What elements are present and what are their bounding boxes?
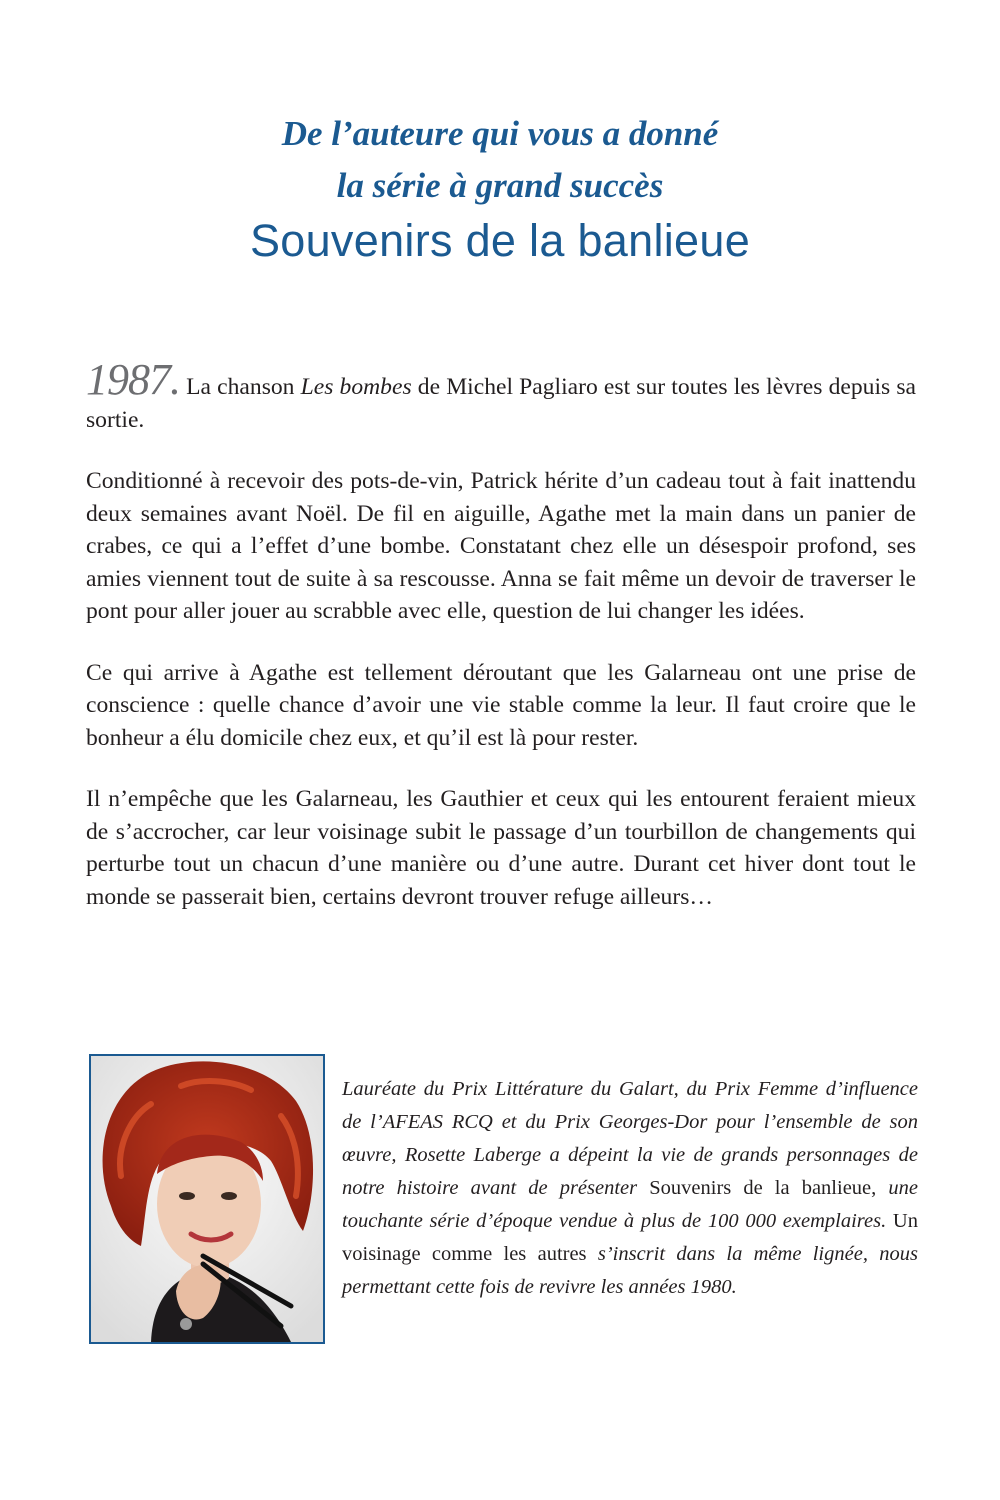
author-bio [342, 1073, 918, 1304]
synopsis-paragraph-1 [86, 355, 916, 436]
bio-part-1: Lauréate du Prix Littérature du Galart, du Prix Femme d’influence de l’AFEAS RCQ et du Prix Georges-Dor pour l’ensemble de son œuvre, Rosette Laberge a dépeint la vie de grands personnages de notre histoire avant de présenter [342, 1078, 918, 1199]
series-title: Souvenirs de la banlieue [249, 215, 751, 266]
bio-series-title: Souvenirs de la banlieue, [649, 1177, 877, 1199]
year-drop: 1987. [86, 355, 180, 404]
author-photo [89, 1054, 325, 1344]
synopsis-paragraph-3: Ce qui arrive à Agathe est tellement déroutant que les Galarneau ont une prise de conscience : quelle chance d’avoir une vie stable comme la leur. Il faut croire que le bonheur a élu domicile chez eux, et qu’il est là pour rester. [86, 659, 916, 751]
header-line-1: De l’auteure qui vous a donné [281, 114, 719, 153]
synopsis-p1-text-b: de Michel Pagliaro est sur toutes les lèvres depuis sa sortie. [86, 374, 916, 433]
synopsis-paragraph-4: Il n’empêche que les Galarneau, les Gauthier et ceux qui les entourent feraient mieux de s’accrocher, car leur voisinage subit le passage d’un tourbillon de changements qui perturbe tout un chacun d’une manière ou d’une autre. Durant cet hiver dont tout le monde se passerait bien, certains devront trouver refuge ailleurs… [86, 786, 916, 910]
synopsis [86, 355, 916, 942]
bio-part-3: une touchante série d’époque vendue à plus de 100 000 exemplaires. [342, 1177, 918, 1232]
synopsis-p1-text-a: La chanson [180, 374, 301, 400]
synopsis-paragraph-2: Conditionné à recevoir des pots-de-vin, Patrick hérite d’un cadeau tout à fait inattendu deux semaines avant Noël. De fil en aiguille, Agathe met la main dans un panier de crabes, ce qui a l’effet d’une bombe. Constatant chez elle un désespoir profond, ses amies viennent tout de suite à sa rescousse. Anna se fait même un devoir de traverser le pont pour aller jouer au scrabble avec elle, question de lui changer les idées. [86, 468, 916, 624]
bio-part-5: s’inscrit dans la même lignée, nous permettant cette fois de revivre les années 1980. [342, 1243, 918, 1298]
header-line-2: la série à grand succès [336, 166, 664, 205]
author-photo-illustration [91, 1056, 323, 1342]
bio-book-title: Un voisinage comme les autres [342, 1210, 918, 1265]
song-title: Les bombes [300, 374, 412, 400]
cover-header [0, 108, 1000, 270]
